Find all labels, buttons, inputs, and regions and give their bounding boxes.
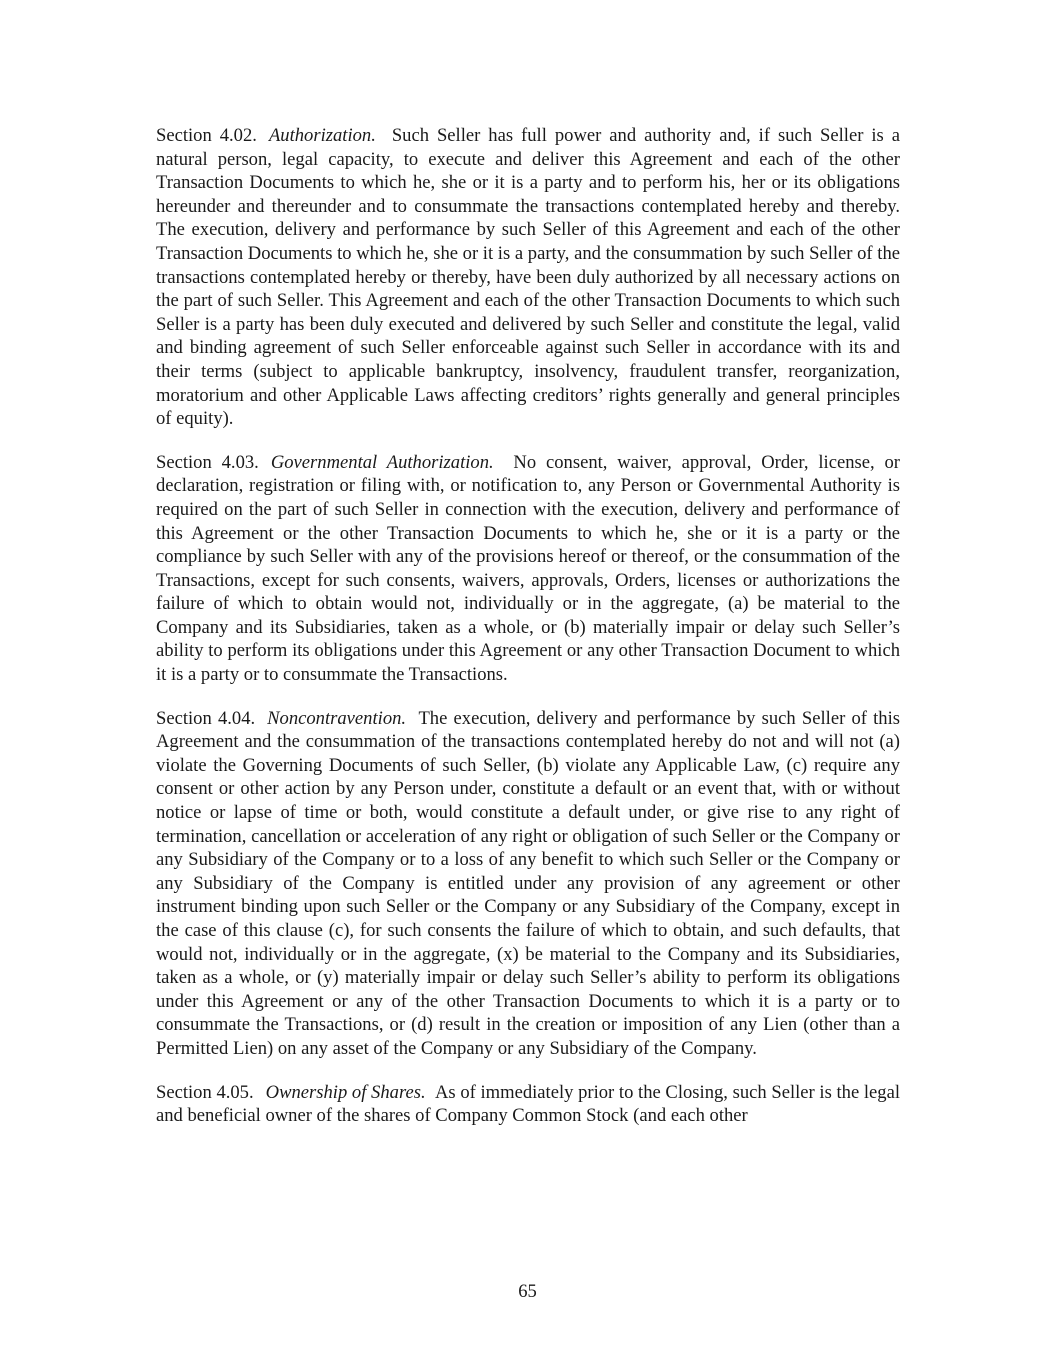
section-4-03 — [156, 451, 900, 687]
section-body: As of immediately prior to the Closing, such Seller is the legal and beneficial owner of the shares of Company Common Stock (and each other — [156, 1081, 901, 1127]
section-title: Authorization. — [268, 125, 376, 146]
section-4-04 — [156, 707, 900, 1061]
section-number: Section 4.04. — [156, 707, 256, 729]
section-title: Noncontravention. — [267, 707, 407, 729]
section-4-02 — [156, 124, 900, 431]
section-body: The execution, delivery and performance by such Seller of this Agreement and the consummation of the transactions contemplated hereby do not and will not (a) violate the Governing Documents of such Seller, (b) violate any Applicable Law, (c) require any consent or other action by any Person under, constitute a default or an event that, with or without notice or lapse of time or both, would constitute a default under, or give rise to any right of termination, cancellation or acceleration of any right or obligation of such Seller or the Company or any Subsidiary of the Company or to a loss of any benefit to which such Seller or the Company or any Subsidiary of the Company is entitled under any provision of any agreement or other instrument binding upon such Seller or the Company or any Subsidiary of the Company, except in the case of this clause (c), for such consents the failure of which to obtain, and such defaults, that would not, individually or in the aggregate, (x) be material to the Company and its Subsidiaries, taken as a whole, or (y) materially impair or delay such Seller’s ability to perform its obligations under this Agreement or any of the other Transaction Documents to which it is a party or to consummate the Transactions, or (d) result in the creation or imposition of any Lien (other than a Permitted Lien) on any asset of the Company or any Subsidiary of the Company. — [156, 707, 900, 1059]
section-number: Section 4.02. — [156, 125, 257, 146]
section-body: Such Seller has full power and authority and, if such Seller is a natural person, legal capacity, to execute and deliver this Agreement and each of the other Transaction Documents to which he, she or it is a party and to perform his, her or its obligations hereunder and thereunder and to consummate the transactions contemplated hereby and thereby. The execution, delivery and performance by such Seller of this Agreement and each of the other Transaction Documents to which he, she or it is a party, and the consummation by such Seller of the transactions contemplated hereby or thereby, have been duly authorized by all necessary actions on the part of such Seller. This Agreement and each of the other Transaction Documents to which such Seller is a party has been duly executed and delivered by such Seller and constitute the legal, valid and binding agreement of such Seller enforceable against such Seller in accordance with its and their terms (subject to applicable bankruptcy, insolvency, fraudulent transfer, reorganization, moratorium and other Applicable Laws affecting creditors’ rights generally and general principles of equity). — [156, 125, 900, 430]
section-title: Governmental Authorization. — [270, 451, 494, 473]
document-page — [156, 124, 900, 1148]
section-body: No consent, waiver, approval, Order, license, or declaration, registration or filing with, or notification to, any Person or Governmental Authority is required on the part of such Seller in connection with the execution, delivery and performance of this Agreement or the other Transaction Documents to which he, she or it is a party or the compliance by such Seller with any of the provisions hereof or thereof, or the consummation of the Transactions, except for such consents, waivers, approvals, Orders, licenses or authorizations the failure of which to obtain would not, individually or in the aggregate, (a) be material to the Company and its Subsidiaries, taken as a whole, or (b) materially impair or delay such Seller’s ability to perform its obligations under this Agreement or any other Transaction Document to which it is a party or to consummate the Transactions. — [156, 451, 900, 686]
section-number: Section 4.05. — [156, 1081, 254, 1103]
page-number: 65 — [518, 1281, 537, 1302]
section-4-05 — [156, 1081, 900, 1128]
section-title: Ownership of Shares. — [265, 1081, 426, 1103]
section-number: Section 4.03. — [156, 451, 259, 473]
